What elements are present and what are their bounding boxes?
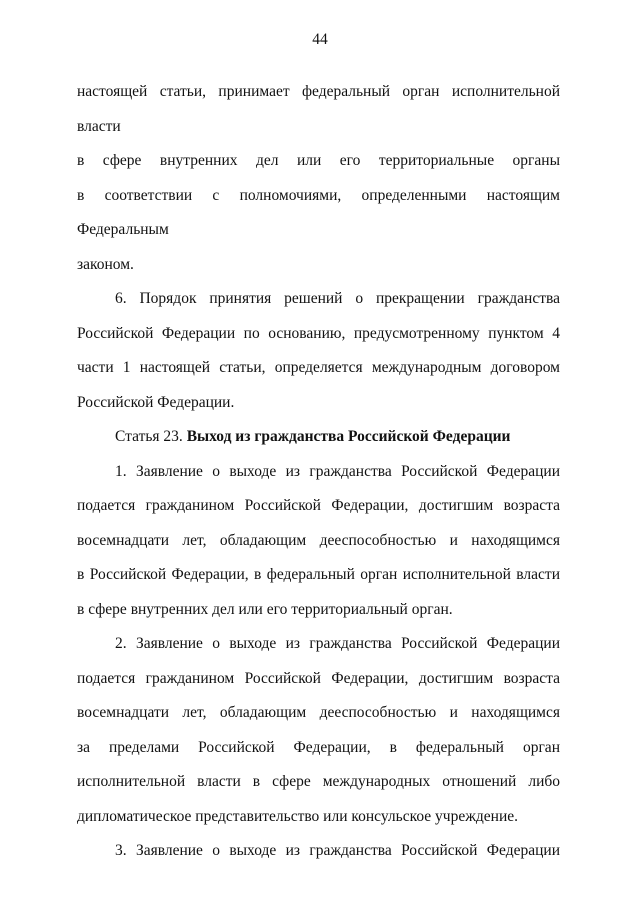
text-line: части 1 настоящей статьи, определяется международным договором bbox=[77, 359, 560, 376]
text-line: Российской Федерации. bbox=[77, 393, 235, 411]
text-line: законом. bbox=[77, 255, 134, 273]
article-prefix: Статья 23. bbox=[115, 428, 187, 445]
paragraph-item-3 bbox=[77, 834, 560, 869]
article-heading bbox=[77, 420, 560, 455]
paragraph-continuation bbox=[77, 75, 560, 282]
text-line: подается гражданином Российской Федерации, достигшим возраста bbox=[77, 669, 560, 687]
paragraph-item-2 bbox=[77, 627, 560, 834]
text-line: восемнадцати лет, обладающим дееспособностью и находящимся bbox=[77, 704, 560, 721]
text-line: 1. Заявление о выходе из гражданства Российской Федерации bbox=[115, 462, 560, 480]
text-line: 2. Заявление о выходе из гражданства Российской Федерации bbox=[115, 635, 560, 652]
text-line: 6. Порядок принятия решений о прекращении гражданства bbox=[115, 290, 560, 307]
text-line: дипломатическое представительство или консульское учреждение. bbox=[77, 807, 519, 825]
text-line: подается гражданином Российской Федерации, достигшим возраста bbox=[77, 497, 560, 514]
paragraph-item-6 bbox=[77, 282, 560, 420]
paragraph-item-1 bbox=[77, 455, 560, 628]
text-line: настоящей статьи, принимает федеральный орган исполнительной власти bbox=[77, 83, 560, 135]
text-line: Российской Федерации по основанию, предусмотренному пунктом 4 bbox=[77, 324, 560, 342]
text-line: восемнадцати лет, обладающим дееспособностью и находящимся bbox=[77, 531, 560, 549]
text-line: в Российской Федерации, в федеральный орган исполнительной власти bbox=[77, 566, 560, 583]
text-line: 3. Заявление о выходе из гражданства Российской Федерации bbox=[115, 842, 560, 859]
text-line: в сфере внутренних дел или его территориальный орган. bbox=[77, 600, 453, 618]
article-title: Выход из гражданства Российской Федерации bbox=[186, 428, 511, 445]
text-line: за пределами Российской Федерации, в федеральный орган bbox=[77, 738, 560, 756]
page-number: 44 bbox=[312, 31, 328, 48]
text-line: исполнительной власти в сфере международных отношений либо bbox=[77, 773, 560, 790]
text-line: в сфере внутренних дел или его территориальные органы bbox=[77, 152, 560, 169]
document-body bbox=[77, 75, 560, 869]
text-line: в соответствии с полномочиями, определенными настоящим Федеральным bbox=[77, 186, 560, 238]
